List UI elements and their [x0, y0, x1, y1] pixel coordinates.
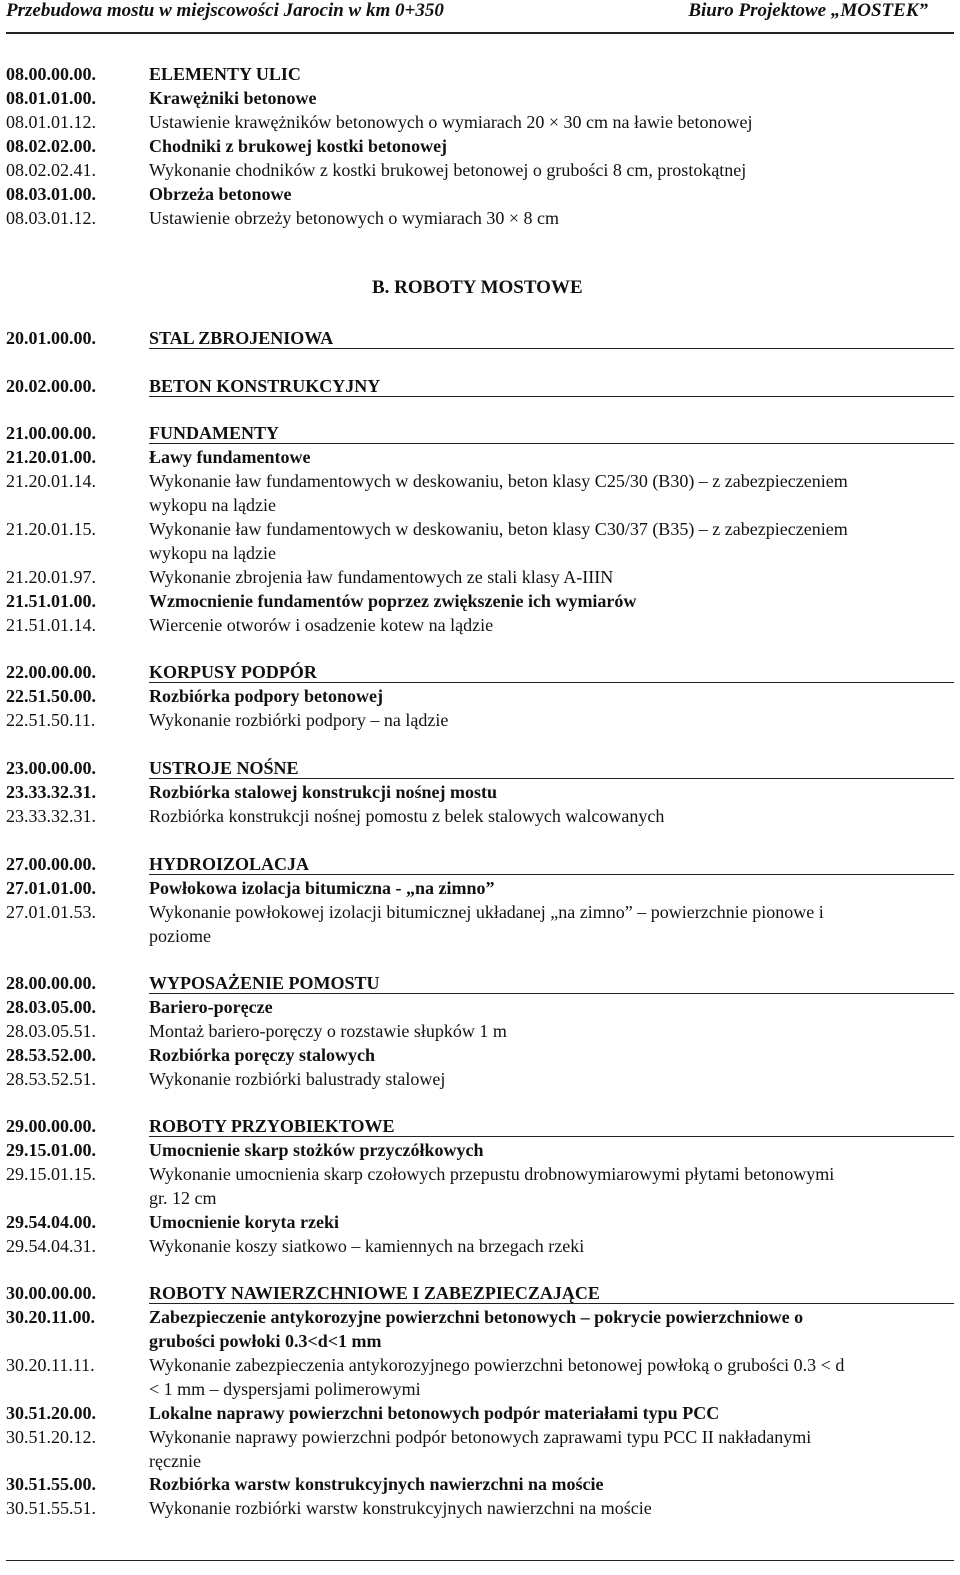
spec-code: 22.51.50.11. — [6, 710, 96, 730]
spec-code: 21.51.01.14. — [6, 615, 96, 635]
spec-description: WYPOSAŻENIE POMOSTU — [149, 973, 380, 993]
spec-description: Wykonanie zbrojenia ław fundamentowych ze stali klasy A-IIIN — [149, 567, 614, 587]
spec-code: 28.03.05.00. — [6, 997, 96, 1017]
spec-description: Rozbiórka konstrukcji nośnej pomostu z belek stalowych walcowanych — [149, 806, 665, 826]
spec-description: Wzmocnienie fundamentów poprzez zwiększenie ich wymiarów — [149, 591, 637, 611]
spec-description: Wykonanie ław fundamentowych w deskowaniu, beton klasy C25/30 (B30) – z zabezpieczeniem wykopu na lądzie — [149, 471, 848, 515]
spec-code: 29.54.04.31. — [6, 1236, 96, 1256]
spec-description: Montaż bariero-poręczy o rozstawie słupków 1 m — [149, 1021, 507, 1041]
spec-code: 30.00.00.00. — [6, 1283, 96, 1303]
header-divider — [6, 32, 954, 34]
spec-description: Ławy fundamentowe — [149, 447, 311, 467]
heading-underline — [149, 682, 954, 683]
spec-code: 27.01.01.00. — [6, 878, 96, 898]
spec-description: Krawężniki betonowe — [149, 88, 317, 108]
spec-description: Wykonanie chodników z kostki brukowej betonowej o grubości 8 cm, prostokątnej — [149, 160, 747, 180]
spec-code: 27.01.01.53. — [6, 902, 96, 922]
spec-code: 29.15.01.00. — [6, 1140, 96, 1160]
header-company: Biuro Projektowe „MOSTEK” — [688, 0, 928, 21]
spec-description: Zabezpieczenie antykorozyjne powierzchni betonowych – pokrycie powierzchniowe o grubości powłoki 0.3<d<1 mm — [149, 1307, 804, 1351]
spec-description: Wykonanie zabezpieczenia antykorozyjnego powierzchni betonowej powłoką o grubości 0.3 < d < 1 mm – dyspersjami polimerowymi — [149, 1355, 845, 1399]
spec-description: Rozbiórka podpory betonowej — [149, 686, 384, 706]
spec-description: ROBOTY NAWIERZCHNIOWE I ZABEZPIECZAJĄCE — [149, 1283, 600, 1303]
spec-description: Rozbiórka stalowej konstrukcji nośnej mostu — [149, 782, 498, 802]
spec-description: Obrzeża betonowe — [149, 184, 292, 204]
spec-description: Ustawienie krawężników betonowych o wymiarach 20 × 30 cm na ławie betonowej — [149, 112, 753, 132]
spec-description: Wykonanie rozbiórki warstw konstrukcyjnych nawierzchni na moście — [149, 1498, 652, 1518]
spec-description: Wykonanie rozbiórki balustrady stalowej — [149, 1069, 446, 1089]
spec-code: 29.54.04.00. — [6, 1212, 96, 1232]
page-header — [0, 0, 960, 32]
spec-description: Chodniki z brukowej kostki betonowej — [149, 136, 448, 156]
spec-code: 08.03.01.00. — [6, 184, 96, 204]
spec-description: BETON KONSTRUKCYJNY — [149, 376, 381, 396]
spec-code: 29.00.00.00. — [6, 1116, 96, 1136]
spec-description: Wykonanie ław fundamentowych w deskowaniu, beton klasy C30/37 (B35) – z zabezpieczeniem wykopu na lądzie — [149, 519, 848, 563]
spec-code: 30.51.20.12. — [6, 1427, 96, 1447]
spec-code: 22.51.50.00. — [6, 686, 96, 706]
spec-description: Wykonanie umocnienia skarp czołowych przepustu drobnowymiarowymi płytami betonowymi gr. 12 cm — [149, 1164, 835, 1208]
spec-description: Powłokowa izolacja bitumiczna - „na zimno” — [149, 878, 495, 898]
spec-description: Wykonanie rozbiórki podpory – na lądzie — [149, 710, 449, 730]
spec-description: STAL ZBROJENIOWA — [149, 328, 334, 348]
footer-divider — [6, 1560, 954, 1561]
spec-code: 21.20.01.15. — [6, 519, 96, 539]
heading-underline — [149, 1303, 954, 1304]
heading-underline — [149, 348, 954, 349]
spec-code: 28.00.00.00. — [6, 973, 96, 993]
heading-underline — [149, 396, 954, 397]
spec-code: 23.33.32.31. — [6, 782, 96, 802]
spec-code: 08.01.01.12. — [6, 112, 96, 132]
spec-description: Rozbiórka warstw konstrukcyjnych nawierzchni na moście — [149, 1474, 604, 1494]
spec-code: 20.01.00.00. — [6, 328, 96, 348]
spec-code: 30.20.11.00. — [6, 1307, 96, 1327]
heading-underline — [149, 778, 954, 779]
spec-description: FUNDAMENTY — [149, 423, 279, 443]
spec-code: 30.51.55.51. — [6, 1498, 96, 1518]
spec-description: Wiercenie otworów i osadzenie kotew na lądzie — [149, 615, 494, 635]
spec-code: 28.53.52.51. — [6, 1069, 96, 1089]
spec-code: 23.33.32.31. — [6, 806, 96, 826]
spec-description: USTROJE NOŚNE — [149, 758, 299, 778]
spec-description: Wykonanie powłokowej izolacji bitumicznej układanej „na zimno” – powierzchnie pionowe i poziome — [149, 902, 824, 946]
spec-description: ELEMENTY ULIC — [149, 64, 301, 84]
spec-code: 30.20.11.11. — [6, 1355, 95, 1375]
spec-code: 29.15.01.15. — [6, 1164, 96, 1184]
spec-code: 08.00.00.00. — [6, 64, 96, 84]
spec-code: 27.00.00.00. — [6, 854, 96, 874]
spec-code: 08.02.02.00. — [6, 136, 96, 156]
spec-code: 28.53.52.00. — [6, 1045, 96, 1065]
spec-code: 30.51.20.00. — [6, 1403, 96, 1423]
spec-code: 21.20.01.00. — [6, 447, 96, 467]
spec-code: 23.00.00.00. — [6, 758, 96, 778]
spec-description: Ustawienie obrzeży betonowych o wymiarach 30 × 8 cm — [149, 208, 560, 228]
spec-code: 21.51.01.00. — [6, 591, 96, 611]
heading-underline — [149, 874, 954, 875]
section-title: B. ROBOTY MOSTOWE — [372, 277, 583, 298]
spec-description: Rozbiórka poręczy stalowych — [149, 1045, 375, 1065]
spec-description: HYDROIZOLACJA — [149, 854, 310, 874]
spec-code: 21.20.01.97. — [6, 567, 96, 587]
spec-description: Umocnienie skarp stożków przyczółkowych — [149, 1140, 484, 1160]
spec-code: 21.20.01.14. — [6, 471, 96, 491]
heading-underline — [149, 443, 954, 444]
spec-code: 08.01.01.00. — [6, 88, 96, 108]
spec-code: 21.00.00.00. — [6, 423, 96, 443]
spec-code: 22.00.00.00. — [6, 662, 96, 682]
spec-description: Wykonanie naprawy powierzchni podpór betonowych zaprawami typu PCC II nakładanymi ręcznie — [149, 1427, 812, 1471]
heading-underline — [149, 993, 954, 994]
spec-description: Bariero-poręcze — [149, 997, 273, 1017]
spec-description: Umocnienie koryta rzeki — [149, 1212, 339, 1232]
header-project-title: Przebudowa mostu w miejscowości Jarocin w km 0+350 — [6, 0, 444, 21]
spec-code: 08.02.02.41. — [6, 160, 96, 180]
spec-code: 28.03.05.51. — [6, 1021, 96, 1041]
spec-code: 30.51.55.00. — [6, 1474, 96, 1494]
heading-underline — [149, 1136, 954, 1137]
spec-code: 08.03.01.12. — [6, 208, 96, 228]
spec-description: KORPUSY PODPÓR — [149, 662, 317, 682]
spec-description: ROBOTY PRZYOBIEKTOWE — [149, 1116, 395, 1136]
spec-description: Lokalne naprawy powierzchni betonowych podpór materiałami typu PCC — [149, 1403, 720, 1423]
spec-code: 20.02.00.00. — [6, 376, 96, 396]
spec-description: Wykonanie koszy siatkowo – kamiennych na brzegach rzeki — [149, 1236, 585, 1256]
